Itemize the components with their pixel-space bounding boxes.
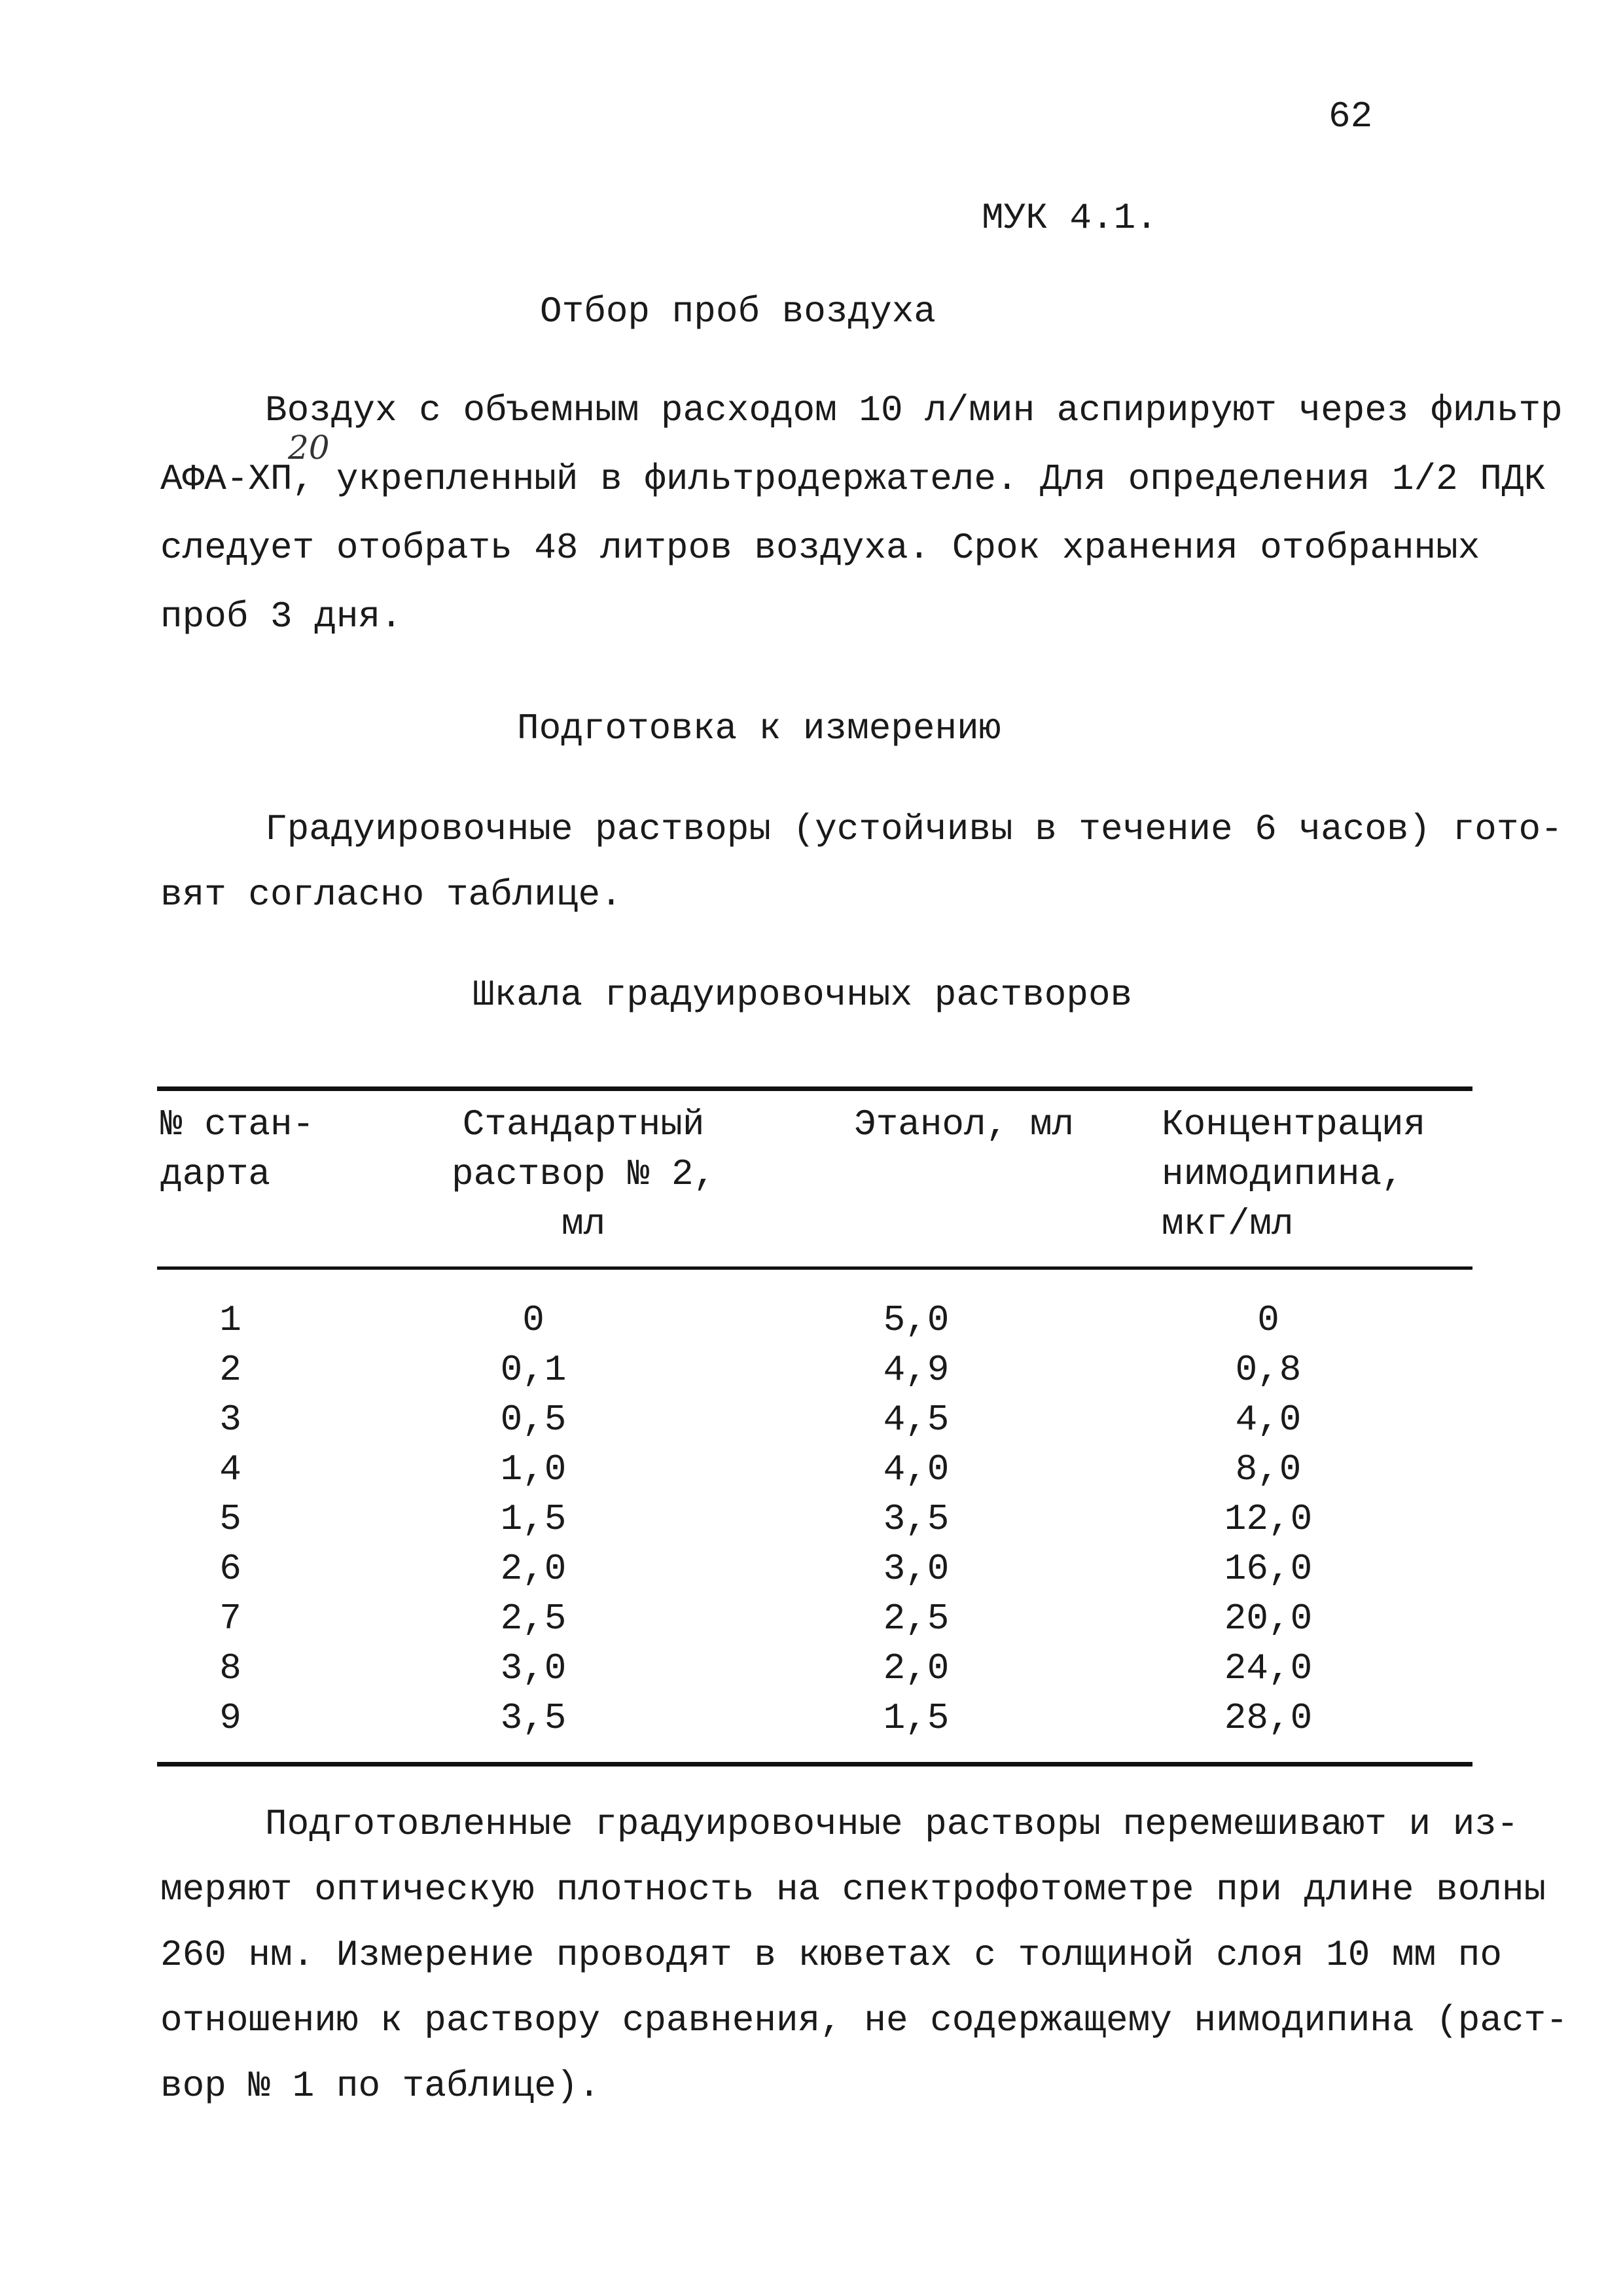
table-cell: 16,0: [1224, 1548, 1313, 1590]
table-cell: 3,5: [500, 1697, 567, 1739]
header-concentration: Концентрация нимодипина, мкг/мл: [1162, 1103, 1426, 1245]
table-cell: 8: [219, 1647, 241, 1689]
table-cell: 4,0: [883, 1448, 950, 1490]
table-cell: 0,8: [1235, 1349, 1302, 1391]
table-top-rule: [157, 1086, 1472, 1091]
table-cell: 4,5: [883, 1399, 950, 1441]
paragraph-line: АФА-ХП, укрепленный в фильтродержателе. Для определения 1/2 ПДК: [160, 458, 1546, 500]
paragraph-line: проб 3 дня.: [160, 596, 402, 637]
table-cell: 2,0: [883, 1647, 950, 1689]
table-cell: 9: [219, 1697, 241, 1739]
table-cell: 4: [219, 1448, 241, 1490]
header-standard-solution: Стандартный раствор № 2, мл: [452, 1103, 716, 1245]
table-cell: 12,0: [1224, 1498, 1313, 1540]
table-cell: 4,0: [1235, 1399, 1302, 1441]
table-cell: 1,5: [500, 1498, 567, 1540]
header-ethanol: Этанол, мл: [854, 1103, 1075, 1145]
table-cell: 1,5: [883, 1697, 950, 1739]
paragraph-line: Градуировочные растворы (устойчивы в течение 6 часов) гото-: [265, 808, 1563, 850]
table-header-rule: [157, 1266, 1472, 1270]
paragraph-line: Воздух с объемным расходом 10 л/мин аспирируют через фильтр: [265, 389, 1563, 431]
table-cell: 20,0: [1224, 1598, 1313, 1640]
paragraph-line: следует отобрать 48 литров воздуха. Срок хранения отобранных: [160, 527, 1480, 569]
table-cell: 7: [219, 1598, 241, 1640]
table-title: Шкала градуировочных растворов: [473, 974, 1133, 1016]
table-cell: 1,0: [500, 1448, 567, 1490]
paragraph-line: 260 нм. Измерение проводят в кюветах с толщиной слоя 10 мм по: [160, 1934, 1502, 1976]
table-cell: 0,1: [500, 1349, 567, 1391]
page-number: 62: [1329, 96, 1373, 137]
table-cell: 0: [522, 1299, 544, 1341]
table-cell: 5,0: [883, 1299, 950, 1341]
table-cell: 3,5: [883, 1498, 950, 1540]
table-cell: 2,0: [500, 1548, 567, 1590]
table-cell: 28,0: [1224, 1697, 1313, 1739]
table-cell: 3,0: [500, 1647, 567, 1689]
header-standard-number: № стан- дарта: [160, 1103, 315, 1195]
table-cell: 5: [219, 1498, 241, 1540]
table-cell: 3,0: [883, 1548, 950, 1590]
table-cell: 1: [219, 1299, 241, 1341]
table-cell: 4,9: [883, 1349, 950, 1391]
table-bottom-rule: [157, 1762, 1472, 1767]
handwritten-annotation: 20: [288, 429, 330, 467]
table-cell: 8,0: [1235, 1448, 1302, 1490]
paragraph-line: вят согласно таблице.: [160, 874, 622, 916]
paragraph-line: вор № 1 по таблице).: [160, 2065, 601, 2107]
table-cell: 6: [219, 1548, 241, 1590]
table-cell: 0,5: [500, 1399, 567, 1441]
paragraph-line: меряют оптическую плотность на спектрофотометре при длине волны: [160, 1869, 1546, 1910]
document-code: МУК 4.1.: [982, 197, 1158, 239]
table-cell: 2,5: [500, 1598, 567, 1640]
table-cell: 3: [219, 1399, 241, 1441]
paragraph-line: Подготовленные градуировочные растворы перемешивают и из-: [265, 1803, 1519, 1845]
section-title-preparation: Подготовка к измерению: [517, 708, 1001, 749]
table-cell: 2: [219, 1349, 241, 1391]
table-cell: 2,5: [883, 1598, 950, 1640]
section-title-air-sampling: Отбор проб воздуха: [540, 291, 936, 332]
table-cell: 0: [1257, 1299, 1279, 1341]
paragraph-line: отношению к раствору сравнения, не содержащему нимодипина (раст-: [160, 2000, 1568, 2041]
table-cell: 24,0: [1224, 1647, 1313, 1689]
